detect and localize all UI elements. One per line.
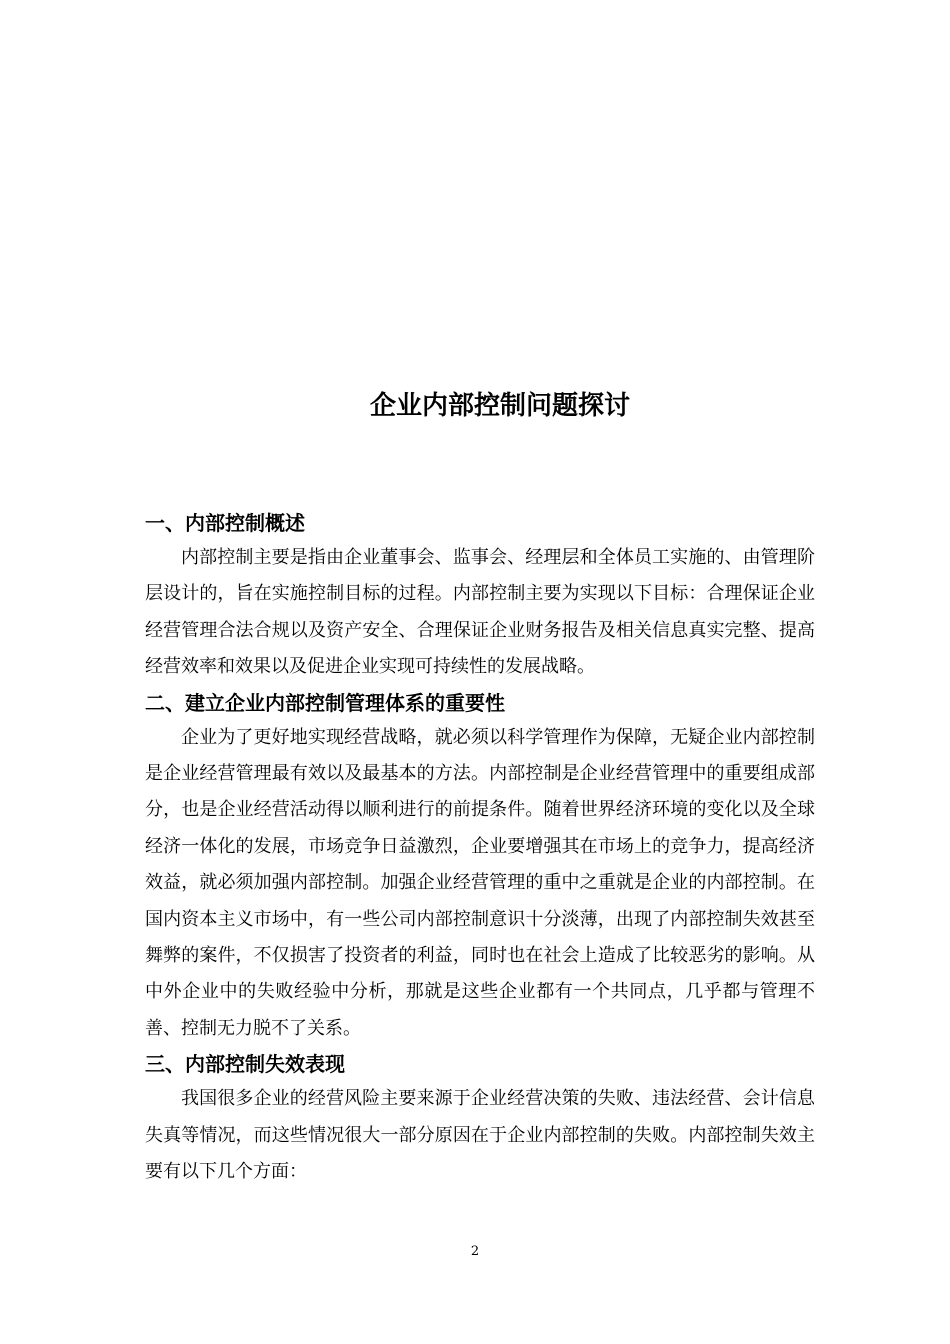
section-heading-importance: 二、建立企业内部控制管理体系的重要性 xyxy=(145,690,505,715)
section-paragraph-overview: 内部控制主要是指由企业董事会、监事会、经理层和全体员工实施的、由管理阶层设计的，旨在实施控制目标的过程。内部控制主要为实现以下目标：合理保证企业经营管理合法合规以及资产安全、合理保证企业财务报告及相关信息真实完整、提高经营效率和效果以及促进企业实现可持续性的发展战略。 xyxy=(145,547,815,678)
section-paragraph-importance: 企业为了更好地实现经营战略，就必须以科学管理作为保障，无疑企业内部控制是企业经营管理最有效以及最基本的方法。内部控制是企业经营管理中的重要组成部分，也是企业经营活动得以顺利进行的前提条件。随着世界经济环境的变化以及全球经济一体化的发展，市场竞争日益激烈，企业要增强其在市场上的竞争力，提高经济效益，就必须加强内部控制。加强企业经营管理的重中之重就是企业的内部控制。在国内资本主义市场中，有一些公司内部控制意识十分淡薄，出现了内部控制失效甚至舞弊的案件，不仅损害了投资者的利益，同时也在社会上造成了比较恶劣的影响。从中外企业中的失败经验中分析，那就是这些企业都有一个共同点，几乎都与管理不善、控制无力脱不了关系。 xyxy=(145,726,815,1039)
document-title: 企业内部控制问题探讨 xyxy=(369,391,630,421)
document-body xyxy=(145,506,815,1191)
page-number: 2 xyxy=(470,1244,480,1259)
section-heading-failure: 三、内部控制失效表现 xyxy=(145,1052,345,1077)
section-heading-overview: 一、内部控制概述 xyxy=(145,511,305,535)
section-paragraph-failure: 我国很多企业的经营风险主要来源于企业经营决策的失败、违法经营、会计信息失真等情况，而这些情况很大一部分原因在于企业内部控制的失败。内部控制失效主要有以下几个方面： xyxy=(145,1088,815,1183)
